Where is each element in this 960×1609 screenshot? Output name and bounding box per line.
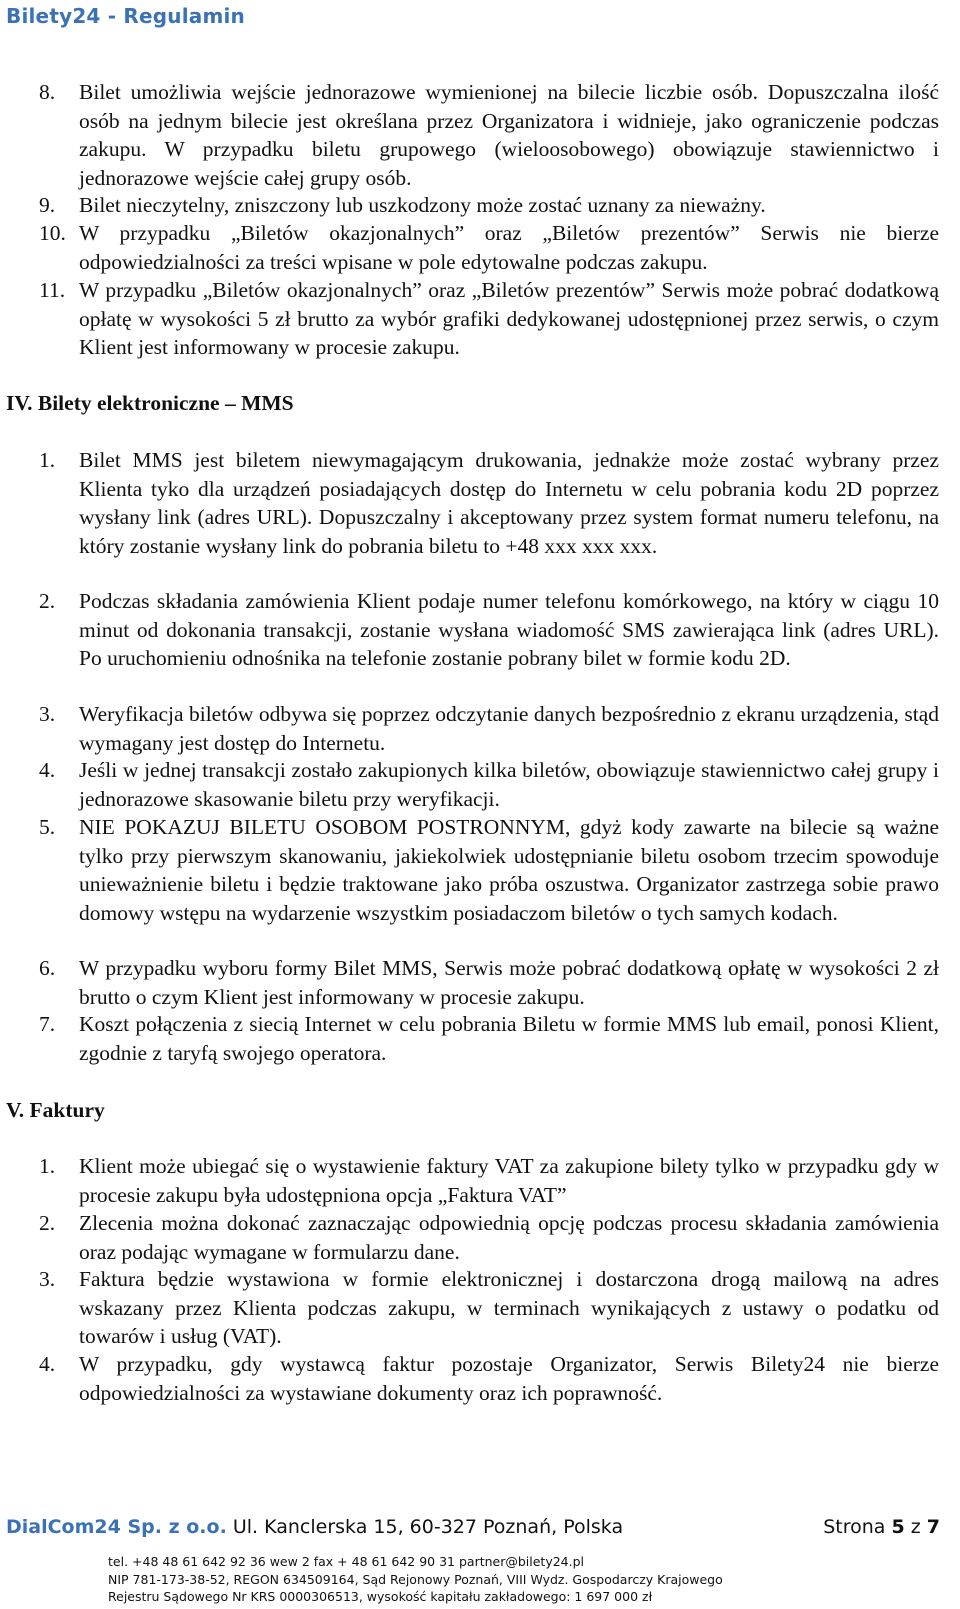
item-number: 11. [39,278,66,302]
list-item [39,276,939,362]
item-number: 7. [39,1012,56,1036]
item-number: 2. [39,1211,56,1235]
item-text: Bilet umożliwia wejście jednorazowe wymienionej na bilecie liczbie osób. Dopuszczalna ilość osób na jednym bilecie jest określana przez Organizatora i widnieje, jako ograniczenie podczas zakupu. W przypadku biletu grupowego (wieloosobowego) obowiązuje stawiennictwo i jednorazowe wejście całej grupy osób. [79,80,939,190]
item-text: W przypadku „Biletów okazjonalnych” oraz „Biletów prezentów” Serwis może pobrać dodatkową opłatę w wysokości 5 zł brutto za wybór grafiki dedykowanej udostępnionej przez serwis, o czym Klient jest informowany w procesie zakupu. [79,278,939,359]
item-text: W przypadku, gdy wystawcą faktur pozostaje Organizator, Serwis Bilety24 nie bierze odpowiedzialności za wystawiane dokumenty oraz ich poprawność. [79,1352,939,1405]
page-total: 7 [926,1516,940,1538]
item-number: 4. [39,1352,56,1376]
item-text: Klient może ubiegać się o wystawienie faktury VAT za zakupione bilety tylko w przypadku gdy w procesie zakupu była udostępniona opcja „Faktura VAT” [79,1154,939,1207]
list-item [39,813,939,927]
footer-company: DialCom24 Sp. z o.o. [6,1516,227,1538]
list-item [39,1010,939,1067]
item-number: 4. [39,758,56,782]
item-text: Zlecenia można dokonać zaznaczając odpowiednią opcję podczas procesu składania zamówienia oraz podając wymagane w formularzu dane. [79,1211,939,1264]
item-number: 2. [39,589,56,613]
item-text: Jeśli w jednej transakcji zostało zakupionych kilka biletów, obowiązuje stawiennictwo całej grupy i jednorazowe skasowanie biletu przy weryfikacji. [79,758,939,811]
item-number: 10. [39,221,66,245]
item-text: Podczas składania zamówienia Klient podaje numer telefonu komórkowego, na który w ciągu 10 minut od dokonania transakcji, zostanie wysłana wiadomość SMS zawierająca link (adres URL). Po uruchomieniu odnośnika na telefonie zostanie pobrany bilet w formie kodu 2D. [79,589,939,670]
page-current: 5 [891,1516,905,1538]
list-item [39,1265,939,1351]
list-item [39,1209,939,1266]
list-item [39,1350,939,1407]
page-sep: z [910,1516,921,1538]
list-item [39,191,939,220]
item-number: 5. [39,815,56,839]
item-text: Faktura będzie wystawiona w formie elektronicznej i dostarczona drogą mailową na adres wskazany przez Klienta podczas zakupu, w terminach wynikających z ustawy o podatku od towarów i usług (VAT). [79,1267,939,1348]
item-number: 9. [39,193,56,217]
section-heading-mms: IV. Bilety elektroniczne – MMS [6,391,294,415]
item-text: Weryfikacja biletów odbywa się poprzez odczytanie danych bezpośrednio z ekranu urządzenia, stąd wymagany jest dostęp do Internetu. [79,702,939,755]
list-item [39,446,939,560]
item-number: 3. [39,1267,56,1291]
footer-address: Ul. Kanclerska 15, 60-327 Poznań, Polska [232,1516,624,1538]
item-text: Koszt połączenia z siecią Internet w celu pobrania Biletu w formie MMS lub email, ponosi Klient, zgodnie z taryfą swojego operatora. [79,1012,939,1065]
list-item [39,700,939,757]
item-text: NIE POKAZUJ BILETU OSOBOM POSTRONNYM, gdyż kody zawarte na bilecie są ważne tylko przy pierwszym skanowaniu, jakiekolwiek udostępnianie biletu osobom trzecim spowoduje unieważnienie biletu i będzie traktowane jako próba oszustwa. Organizator zastrzega sobie prawo domowy wstępu na wydarzenie wszystkim posiadaczom biletów o tych samych kodach. [79,815,939,925]
item-number: 3. [39,702,56,726]
list-item [39,78,939,192]
item-text: Bilet MMS jest biletem niewymagającym drukowania, jednakże może zostać wybrany przez Klienta tyko dla urządzeń posiadających dostęp do Internetu w celu pobrania kodu 2D poprzez wysłany link (adres URL). Dopuszczalny i akceptowany przez system format numeru telefonu, na który zostanie wysłany link do pobrania biletu to +48 xxx xxx xxx. [79,448,939,558]
footer-details [108,1553,723,1606]
page-footer [6,1516,940,1538]
item-number: 1. [39,448,56,472]
list-item [39,756,939,813]
list-item [39,219,939,276]
list-item [39,954,939,1011]
footer-registry-line: NIP 781-173-38-52, REGON 634509164, Sąd Rejonowy Poznań, VIII Wydz. Gospodarczy Krajowego [108,1571,723,1587]
footer-krs-line: Rejestru Sądowego Nr KRS 0000306513, wysokość kapitału zakładowego: 1 697 000 zł [108,1589,653,1604]
item-text: Bilet nieczytelny, zniszczony lub uszkodzony może zostać uznany za nieważny. [79,193,766,217]
item-number: 1. [39,1154,56,1178]
item-text: W przypadku wyboru formy Bilet MMS, Serwis może pobrać dodatkową opłatę w wysokości 2 zł brutto o czym Klient jest informowany w procesie zakupu. [79,956,939,1009]
list-item [39,587,939,673]
page-indicator [823,1516,940,1538]
item-number: 6. [39,956,56,980]
footer-contact-line: tel. +48 48 61 642 92 36 wew 2 fax + 48 61 642 90 31 partner@bilety24.pl [108,1554,585,1569]
page-label: Strona [823,1516,886,1538]
document-header-title: Bilety24 - Regulamin [6,4,245,28]
item-number: 8. [39,80,56,104]
section-heading-faktury: V. Faktury [6,1098,105,1122]
item-text: W przypadku „Biletów okazjonalnych” oraz „Biletów prezentów” Serwis nie bierze odpowiedzialności za treści wpisane w pole edytowalne podczas zakupu. [79,221,939,274]
list-item [39,1152,939,1209]
